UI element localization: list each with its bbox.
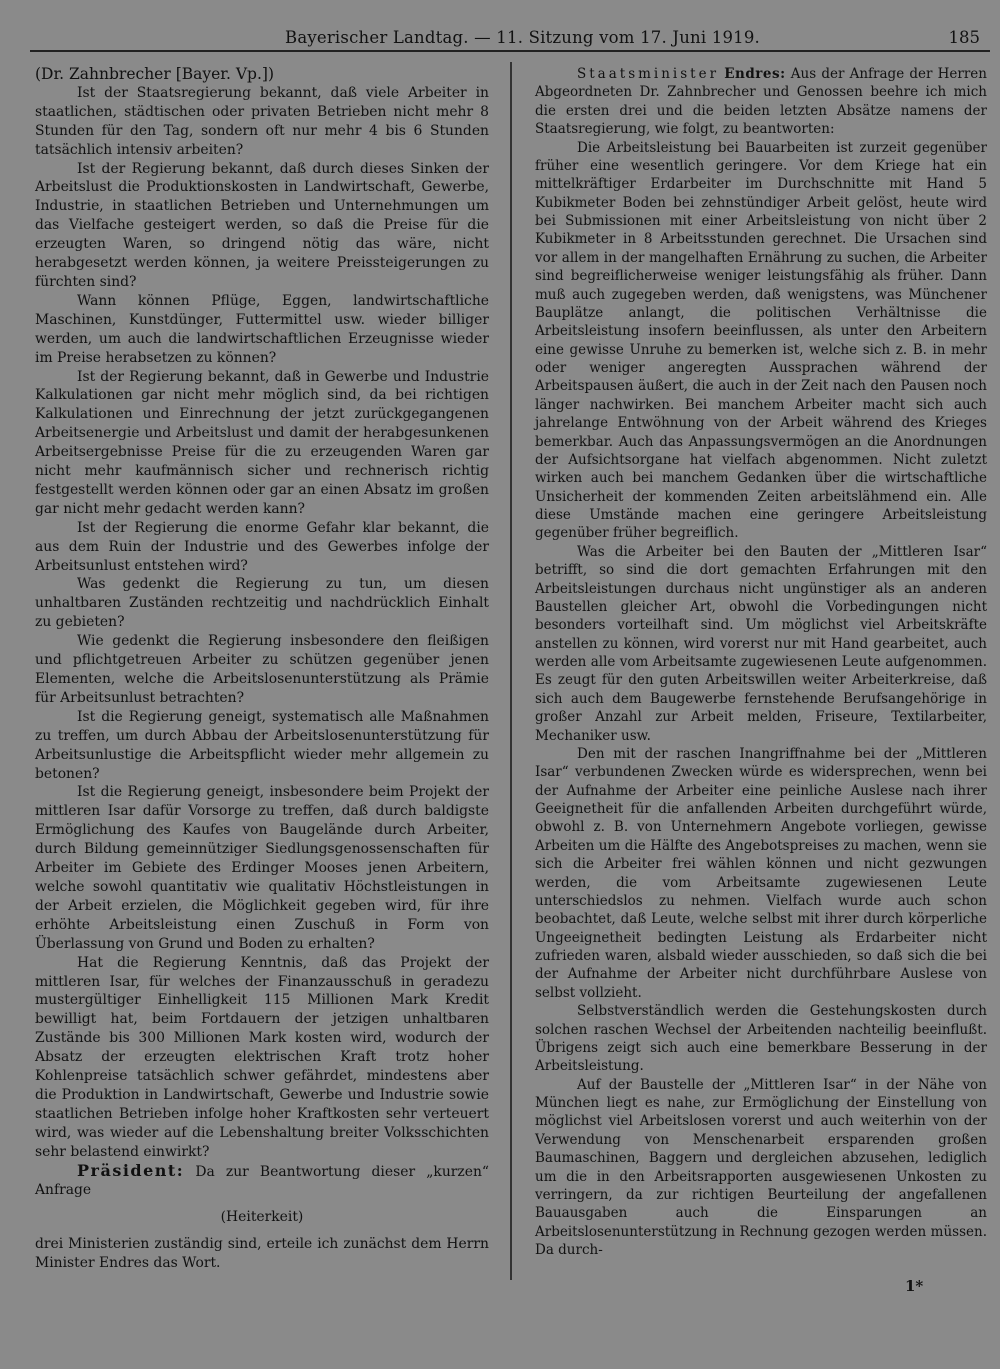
answer-paragraph-5: Auf der Baustelle der „Mittleren Isar“ in der Nähe von München liegt es nahe, zur Ermöglichung der Einstellung von möglichst viel Arbeitslosen vorerst und auch weiterhin von der Verwendung von Menschenarbeit ersparenden großen Baumaschinen, Baggern und dergleichen abzusehen, lediglich um die in den Arbeitsrapporten ausgewiesenen Unkosten zu verringern, da zur richtigen Beurteilung der angefallenen Bauausgaben auch die Einsparungen an Arbeitslosenunterstützung in Rechnung gezogen werden müssen. Da durch- (535, 1076, 987, 1258)
answer-paragraph-4: Selbstverständlich werden die Gestehungskosten durch solchen raschen Wechsel der Arbeitenden nachteilig beeinflußt. Übrigens zeigt sich auch eine bemerkbare Besserung in der Arbeitsleistung. (535, 1003, 987, 1075)
column-divider (510, 62, 512, 1280)
minister-speaker: Endres: (724, 66, 786, 82)
minister-intro (535, 65, 987, 139)
question-paragraph-9: Ist die Regierung geneigt, insbesondere beim Projekt der mittleren Isar dafür Vorsorge zu treffen, daß durch baldigste Ermöglichung des Kaufes von Baugelände durch Arbeiter, durch Bildung gemeinnütziger Siedlungsgenossenschaften für Arbeiter im Gebiete des Erdinger Mooses jenen Arbeitern, welche sowohl quantitativ wie qualitativ Höchstleistungen in der Arbeit erzielen, die Möglichkeit gegeben wird, für ihre erhöhte Arbeitsleistung einen Zuschuß in Form von Überlassung von Grund und Boden zu erhalten? (35, 784, 489, 952)
president-text: Da zur Beantwortung dieser „kurzen“ Anfrage (35, 1163, 489, 1199)
question-paragraph-7: Wie gedenkt die Regierung insbesondere den fleißigen und pflichtgetreuen Arbeiter zu schützen gegenüber jenen Elementen, welche die Arbeitslosenunterstützung als Prämie für Arbeitsunlust betrachten? (35, 633, 489, 706)
interjection: (Heiterkeit) (220, 1209, 304, 1226)
signature-mark: 1* (905, 1277, 924, 1295)
president-speaker: Präsident: (77, 1160, 185, 1180)
running-title: Bayerischer Landtag. — 11. Sitzung vom 17. Juni 1919. (285, 28, 761, 47)
left-column (35, 65, 489, 1273)
question-paragraph-4: Ist der Regierung bekannt, daß in Gewerbe und Industrie Kalkulationen gar nicht mehr möglich sind, da bei richtigen Kalkulationen und Einrechnung der jetzt zurückgegangenen Arbeitsenergie und Arbeitslust und damit der herabgesunkenen Arbeitsergebnisse Preise für die zu erzeugenden Waren gar nicht mehr kaufmännisch sicher und rechnerisch richtig festgestellt werden können oder gar an einen Absatz im großen gar nicht mehr gedacht werden kann? (35, 368, 489, 517)
answer-paragraph-1: Die Arbeitsleistung bei Bauarbeiten ist zurzeit gegenüber früher eine wesentlich geringere. Vor dem Kriege hat ein mittelkräftiger Erdarbeiter im Durchschnitte mit Hand 5 Kubikmeter Boden bei zehnstündiger Arbeit gelöst, heute wird bei Submissionen mit einer Arbeitsleistung von nicht über 2 Kubikmeter in 8 Arbeitsstunden gerechnet. Die Ursachen sind vor allem in der mangelhaften Ernährung zu suchen, die Arbeiter sind begreiflicherweise weniger leistungsfähig als früher. Dann muß auch zugegeben werden, daß wenigstens, was Münchener Bauplätze anlangt, die politischen Verhältnisse die Arbeitsleistung insofern beeinflussen, als unter den Arbeitern eine gewisse Unruhe zu bemerken ist, welche sich z. B. in mehr oder weniger angeregten Aussprachen während der Arbeitspausen äußert, die auch in der Zeit nach den Pausen noch länger nachwirken. Bei manchem Arbeiter macht sich auch jahrelange Entwöhnung von der Arbeit während des Krieges bemerkbar. Auch das Anpassungsvermögen an die Anordnungen der Aufsichtsorgane hat vielfach abgenommen. Nicht zuletzt wirken auch bei manchem Gedanken über die wirtschaftliche Unsicherheit der kommenden Zeiten arbeitslähmend ein. Alle diese Umstände machen eine geringere Arbeitsleistung gegenüber früher begreiflich. (535, 139, 987, 542)
president-continuation: drei Ministerien zuständig sind, erteile ich zunächst dem Herrn Minister Endres das Wort. (35, 1236, 489, 1272)
right-column (535, 65, 987, 1259)
question-paragraph-8: Ist die Regierung geneigt, systematisch alle Maßnahmen zu treffen, um durch Abbau der Arbeitslosenunterstützung für Arbeitsunlustige die Arbeitspflicht wieder mehr allgemein zu betonen? (35, 708, 489, 782)
speaker-line: (Dr. Zahnbrecher [Bayer. Vp.]) (35, 65, 274, 83)
header-rule (30, 50, 990, 52)
minister-title: Staatsminister (577, 66, 720, 82)
answer-paragraph-2: Was die Arbeiter bei den Bauten der „Mittleren Isar“ betrifft, so sind die dort gemachten Erfahrungen mit den Arbeitsleistungen durchaus nicht ungünstiger als an anderen Baustellen gleicher Art, obwohl die Vorbedingungen nicht besonders vorteilhaft sind. Um möglichst viel Arbeitskräfte anstellen zu können, wird vorerst nur mit Hand gearbeitet, auch werden alle vom Arbeitsamte zugewiesenen Leute aufgenommen. Es zeugt für den guten Arbeitswillen weiter Arbeiterkreise, daß sich auch dem Baugewerbe fernstehende Berufsangehörige in großer Anzahl zur Arbeit melden, Friseure, Textilarbeiter, Mechaniker usw. (535, 543, 987, 744)
page-number: 185 (948, 28, 980, 47)
question-paragraph-1: Ist der Staatsregierung bekannt, daß viele Arbeiter in staatlichen, städtischen oder privaten Betrieben nicht mehr 8 Stunden für den Tag, sondern oft nur mehr 4 bis 6 Stunden tatsächlich intensiv arbeiten? (35, 84, 489, 158)
question-paragraph-6: Was gedenkt die Regierung zu tun, um diesen unhaltbaren Zuständen rechtzeitig und nachdrücklich Einhalt zu gebieten? (35, 576, 489, 631)
page-header (0, 0, 1000, 60)
minister-intro-text: Aus der Anfrage der Herren Abgeordneten Dr. Zahnbrecher und Genossen beehre ich mich die ersten drei und die beiden letzten Absätze namens der Staatsregierung, wie folgt, zu beantworten: (535, 66, 987, 138)
question-paragraph-10: Hat die Regierung Kenntnis, daß das Projekt der mittleren Isar, für welches der Finanzausschuß in geradezu mustergültiger Einhelligkeit 115 Millionen Mark Kredit bewilligt hat, beim Fortdauern der jetzigen unhaltbaren Zustände bis 300 Millionen Mark kosten wird, wodurch der Absatz der erzeugten elektrischen Kraft trotz hoher Kohlenpreise tatsächlich schwer gefährdet, mindestens aber die Produktion in Landwirtschaft, Gewerbe und Industrie sowie staatlichen Betrieben infolge hoher Kraftkosten sehr verteuert wird, was wieder auf die Lebenshaltung breiter Volksschichten sehr belastend einwirkt? (35, 954, 489, 1160)
question-paragraph-2: Ist der Regierung bekannt, daß durch dieses Sinken der Arbeitslust die Produktionskosten in Landwirtschaft, Gewerbe, Industrie, in staatlichen Betrieben und Unternehmungen um das Vielfache gesteigert werden, so daß die Preise für die erzeugten Waren, so dringend nötig das wäre, nicht herabgesetzt werden können, ja weitere Preissteigerungen zu fürchten sind? (35, 160, 489, 290)
president-statement (35, 1162, 489, 1201)
question-paragraph-3: Wann können Pflüge, Eggen, landwirtschaftliche Maschinen, Kunstdünger, Futtermittel usw. wieder billiger werden, um auch die landwirtschaftlichen Erzeugnisse wieder im Preise herabsetzen zu können? (35, 292, 489, 366)
question-paragraph-5: Ist der Regierung die enorme Gefahr klar bekannt, die aus dem Ruin der Industrie und des Gewerbes infolge der Arbeitsunlust entstehen wird? (35, 519, 489, 574)
answer-paragraph-3: Den mit der raschen Inangriffnahme bei der „Mittleren Isar“ verbundenen Zwecken würde es widersprechen, wenn bei der Aufnahme der Arbeiter eine peinliche Auslese nach ihrer Geeignetheit für die anfallenden Arbeiten durchgeführt würde, obwohl z. B. von Unternehmern Angebote vorliegen, gewisse Arbeiten um die Hälfte des Angebotspreises zu machen, wenn sie sich die Arbeiter frei wählen können und nicht gezwungen werden, die vom Arbeitsamte zugewiesenen Leute unterschiedslos zu nehmen. Vielfach wurde auch schon beobachtet, daß Leute, welche selbst mit ihrer durch körperliche Ungeeignetheit bedingten Leistung als Erdarbeiter nicht zufrieden waren, alsbald wieder ausschieden, so daß sich die bei der Aufnahme der Arbeiter nicht durchführbare Auslese von selbst vollzieht. (535, 745, 987, 1001)
